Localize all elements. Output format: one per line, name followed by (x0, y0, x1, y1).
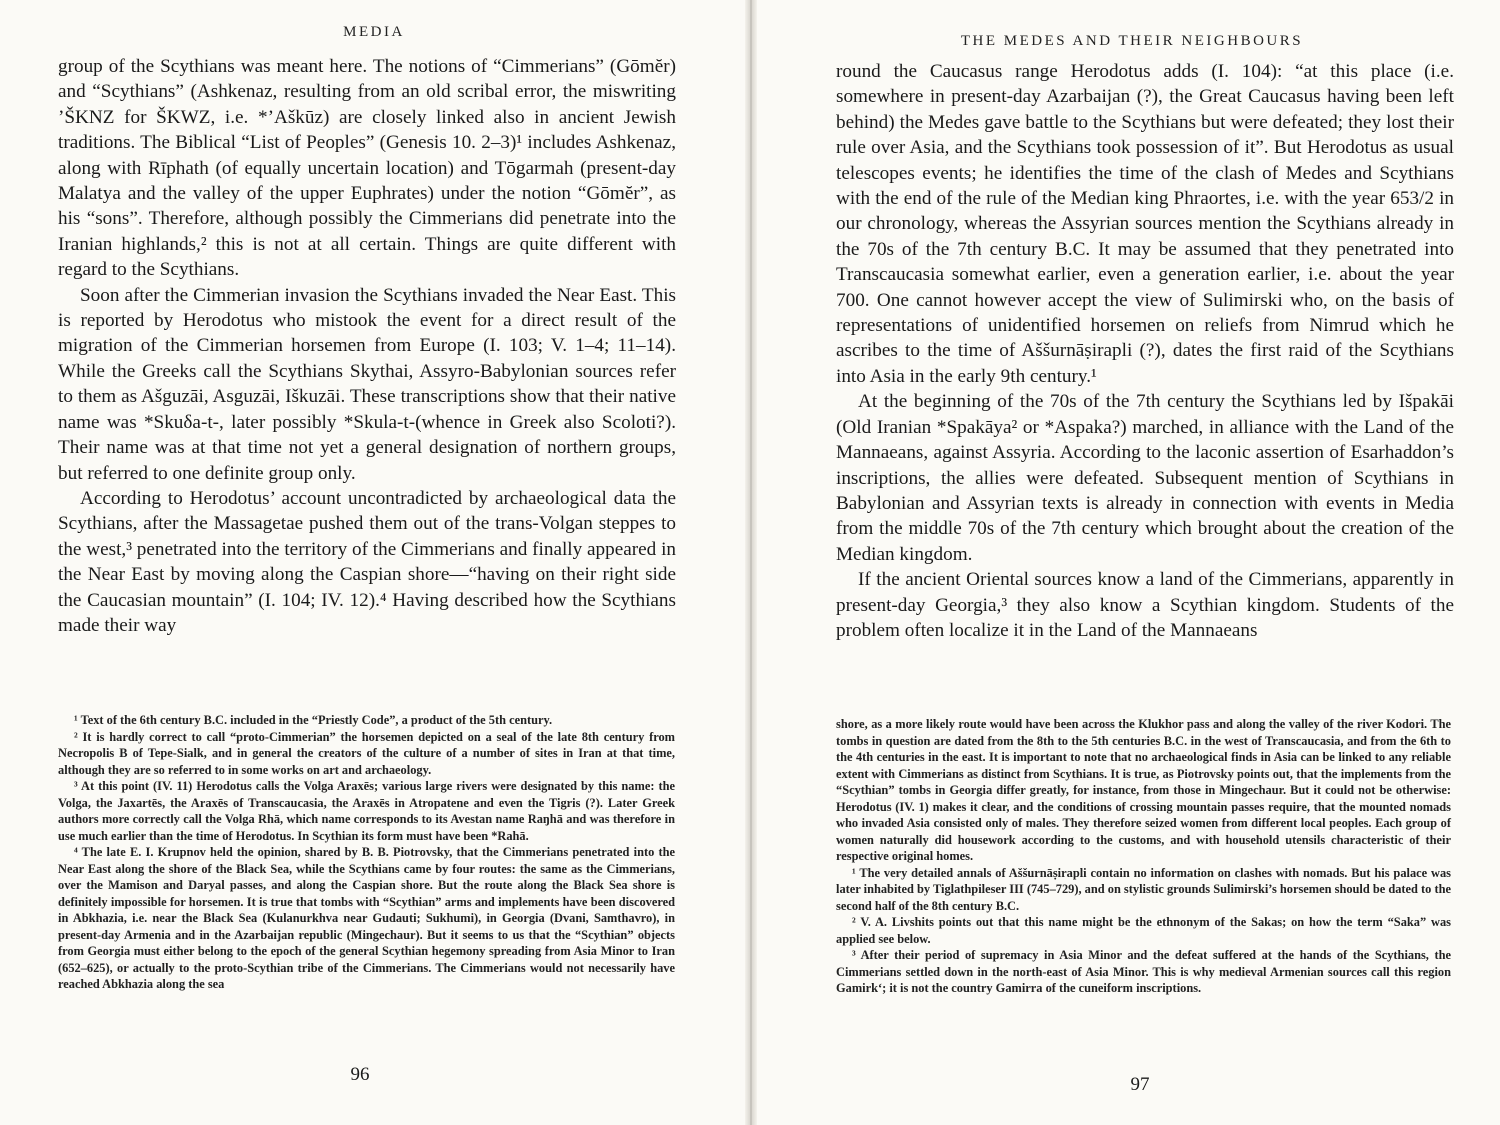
footnote: ⁴ The late E. I. Krupnov held the opinion, shared by B. B. Piotrovsky, that the Cimmerians penetrated into the Near East along the shore of the Black Sea, while the Scythians came by four routes: the same as the Cimmerians, over the Mamison and Daryal passes, and along the Caspian shore. But the route along the Black Sea shore is definitely impossible for horsemen. It is true that tombs with “Scythian” arms and implements have been discovered in Abkhazia, i.e. near the Black Sea (Kulanurkhva near Gudauti; Sukhumi), in Georgia (Dvani, Samthavro), in present-day Armenia and in the Azarbaijan republic (Mingechaur). But it seems to us that the “Scythian” objects from Georgia must either belong to the epoch of the general Scythian hegemony spreading from Asia Minor to Iran (652–625), or actually to the proto-Scythian tribe of the Cimmerians. The Cimmerians would not necessarily have reached Abkhazia along the sea (58, 845, 675, 991)
footnote: ² It is hardly correct to call “proto-Cimmerian” the horsemen depicted on a seal of the late 8th century from Necropolis B of Tepe-Sialk, and in general the creators of the culture of a number of sites in Iran at that time, although they are so referred to in some works on art and archaeology. (58, 729, 675, 777)
paragraph: group of the Scythians was meant here. The notions of “Cimmerians” (Gōmĕr) and “Scythians” (Ashkenaz, resulting from an old scribal error, the miswriting ’ŠKNZ for ŠKWZ, i.e. *’Aškūz) are closely linked also in ancient Jewish traditions. The Biblical “List of Peoples” (Genesis 10. 2–3)¹ includes Ashkenaz, along with Rīphath (of equally uncertain location) and Tōgarmah (present-day Malatya and the valley of the upper Euphrates) under the notion “Gōmĕr”, as his “sons”. Therefore, although possibly the Cimmerians did penetrate into the Iranian highlands,² this is not at all certain. Things are quite different with regard to the Scythians. (58, 56, 676, 281)
footnote: ³ After their period of supremacy in Asia Minor and the defeat suffered at the hands of the Scythians, the Cimmerians settled down in the north-east of Asia Minor. This is why medieval Armenian sources call this region Gamirk‘; it is not the country Gamirra of the cuneiform inscriptions. (836, 948, 1451, 995)
footnote: ¹ The very detailed annals of Aššurnāṣirapli contain no information on clashes with nomads. But his palace was later inhabited by Tiglathpileser III (745–729), and on stylistic grounds Sulimirski’s horsemen should be dated to the second half of the 8th century B.C. (836, 865, 1451, 913)
left-body-text (58, 54, 676, 638)
right-footnotes (836, 716, 1451, 997)
paragraph: Soon after the Cimmerian invasion the Scythians invaded the Near East. This is reported by Herodotus who mistook the event for a direct result of the migration of the Cimmerian horsemen from Europe (I. 103; V. 1–4; 11–14). While the Greeks call the Scythians Skythai, Assyro-Babylonian sources refer to them as Ašguzāi, Asguzāi, Iškuzāi. These transcriptions show that their native name was *Skuδa-t-, later possibly *Skula-t-(whence in Greek also Scoloti?). Their name was at that time not yet a general designation of northern groups, but referred to one definite group only. (58, 284, 676, 484)
footnote: ¹ Text of the 6th century B.C. included in the “Priestly Code”, a product of the 5th century. (74, 713, 553, 727)
page-number-left: 96 (350, 1064, 370, 1085)
paragraph: round the Caucasus range Herodotus adds (I. 104): “at this place (i.e. somewhere in present-day Azarbaijan (?), the Great Caucasus having been left behind) the Medes gave battle to the Scythians but were defeated; they lost their rule over Asia, and the Scythians took possession of it”. But Herodotus as usual telescopes events; he identifies the time of the clash of Medes and Scythians with the end of the rule of the Median king Phraortes, i.e. with the year 653/2 in our chronology, whereas the Assyrian sources mention the Scythians already in the 70s of the 7th century B.C. It may be assumed that they penetrated into Transcaucasia somewhat earlier, even a generation earlier, i.e. about the year 700. One cannot however accept the view of Sulimirski who, on the basis of representations of unidentified horsemen on reliefs from Nimrud which he ascribes to the time of Aššurnāṣirapli (?), dates the first raid of the Scythians into Asia in the early 9th century.¹ (836, 61, 1454, 387)
running-head-left: MEDIA (343, 24, 405, 40)
page-number-right: 97 (1130, 1074, 1150, 1095)
footnote-continuation: shore, as a more likely route would have been across the Klukhor pass and along the valley of the river Kodori. The tombs in question are dated from the 8th to the 5th centuries B.C. in the west of Transcaucasia, and from the 6th to the 4th centuries in the east. It is important to note that no archaeological finds in Asia can be linked to any reliable extent with Cimmerians as distinct from Scythians. It is true, as Piotrovsky points out, that the implements from the “Scythian” tombs in Georgia differ greatly, for instance, from those in Mingechaur. But it could not be otherwise: Herodotus (IV. 1) makes it clear, and the conditions of crossing mountain passes require, that the mounted nomads who invaded Asia consisted only of males. They therefore seized women from different local peoples. Each group of women naturally did housework according to the customs, and with household utensils characteristic of their respective original homes. (836, 717, 1451, 863)
book-gutter (745, 0, 757, 1125)
right-body-text (836, 59, 1454, 643)
left-footnotes (58, 712, 675, 993)
footnote: ² V. A. Livshits points out that this name might be the ethnonym of the Sakas; on how the term “Saka” was applied see below. (836, 915, 1451, 946)
paragraph: If the ancient Oriental sources know a land of the Cimmerians, apparently in present-day Georgia,³ they also know a Scythian kingdom. Students of the problem often localize it in the Land of the Mannaeans (836, 569, 1454, 641)
paragraph: According to Herodotus’ account uncontradicted by archaeological data the Scythians, after the Massagetae pushed them out of the trans-Volgan steppes to the west,³ penetrated into the territory of the Cimmerians and finally appeared in the Near East by moving along the Caspian shore—“having on their right side the Caucasian mountain” (I. 104; IV. 12).⁴ Having described how the Scythians made their way (58, 487, 676, 636)
paragraph: At the beginning of the 70s of the 7th century the Scythians led by Išpakāi (Old Iranian *Spakāya² or *Aspaka?) marched, in alliance with the Land of the Mannaeans, against Assyria. According to the laconic assertion of Esarhaddon’s inscriptions, the allies were defeated. Subsequent mention of Scythians in Babylonian and Assyrian texts is already in connection with events in Media from the middle 70s of the 7th century which brought about the creation of the Median kingdom. (836, 391, 1454, 565)
footnote: ³ At this point (IV. 11) Herodotus calls the Volga Araxēs; various large rivers were designated by this name: the Volga, the Jaxartēs, the Araxēs of Transcaucasia, the Araxēs in Atropatene and even the Tigris (?). Later Greek authors more correctly call the Volga Rhā, which name corresponds to its Avestan name Raŋhā and was therefore in use much earlier than the time of Herodotus. In Scythian its form must have been *Rahā. (58, 779, 675, 843)
running-head-right: THE MEDES AND THEIR NEIGHBOURS (960, 33, 1304, 49)
